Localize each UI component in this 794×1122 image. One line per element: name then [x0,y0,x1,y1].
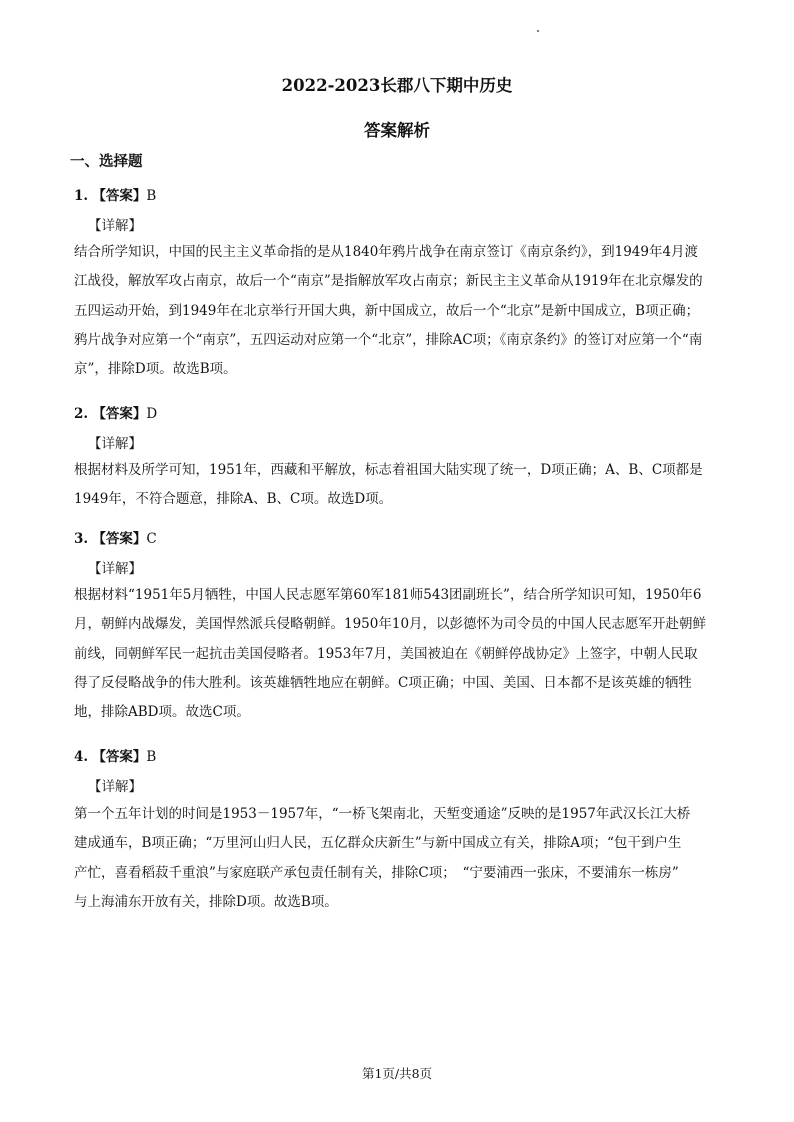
question-4-answer [74,745,156,765]
explanation-line: 得了反侵略战争的伟大胜利。该英雄牺牲地应在朝鲜。C项正确；中国、美国、日本都不是该英雄的牺牲 [74,674,692,691]
question-1-detail-label: 【详解】 [88,218,142,234]
explanation-line: 五四运动开始，到1949年在北京举行开国大典，新中国成立，故后一个“北京”是新中国成立，B项正确； [74,302,700,319]
question-1-explanation [74,238,724,384]
explanation-line: 产忙，喜看稻菽千重浪”与家庭联产承包责任制有关，排除C项； “宁要浦西一张床，不要浦东一栋房” [74,864,679,881]
question-2-detail-label: 【详解】 [88,436,142,452]
answer-value: B [146,188,157,204]
question-number: 1. [74,188,89,204]
explanation-line: 建成通车，B项正确；“万里河山归人民，五亿群众庆新生”与新中国成立有关，排除A项；“包干到户生 [74,835,682,852]
document-title: 2022-2023长郡八下期中历史 [281,76,513,95]
explanation-line: 地，排除ABD项。故选C项。 [74,704,250,721]
explanation-line: 京”，排除D项。故选B项。 [74,361,237,378]
question-number: 3. [74,531,89,547]
question-3-detail-label: 【详解】 [88,561,142,577]
question-number: 2. [74,406,89,422]
question-2-answer [74,402,157,422]
answer-value: C [146,531,157,547]
explanation-line: 月，朝鲜内战爆发，美国悍然派兵侵略朝鲜。1950年10月，以彭德怀为司令员的中国人民志愿军开赴朝鲜 [74,616,707,633]
explanation-line: 结合所学知识，中国的民主主义革命指的是从1840年鸦片战争在南京签订《南京条约》，到1949年4月渡 [74,244,699,260]
answer-value: B [146,749,157,765]
question-4-detail-label: 【详解】 [88,779,142,795]
question-number: 4. [74,749,89,765]
explanation-line: 根据材料及所学可知，1951年，西藏和平解放，标志着祖国大陆实现了统一，D项正确；A、B、C项都是 [74,462,703,478]
question-1-answer [74,184,156,204]
section-heading: 一、选择题 [70,153,143,170]
explanation-line: 与上海浦东开放有关，排除D项。故选B项。 [74,893,338,910]
question-3-explanation [74,581,724,727]
answer-label: 【答案】 [92,531,147,547]
scan-mark [537,30,539,32]
page-number: 第1页/共8页 [361,1066,433,1081]
explanation-line: 江战役，解放军攻占南京，故后一个“南京”是指解放军攻占南京；新民主主义革命从1919年在北京爆发的 [74,273,703,290]
answer-label: 【答案】 [92,749,147,765]
answer-label: 【答案】 [92,188,147,204]
explanation-line: 鸦片战争对应第一个“南京”，五四运动对应第一个“北京”，排除AC项；《南京条约》的签订对应第一个“南 [74,331,703,348]
explanation-line: 根据材料“1951年5月牺牲，中国人民志愿军第60军181师543团副班长”，结合所学知识可知，1950年6 [74,587,702,603]
explanation-line: 前线，同朝鲜军民一起抗击美国侵略者。1953年7月，美国被迫在《朝鲜停战协定》上签字，中朝人民取 [74,645,698,662]
explanation-line: 1949年，不符合题意，排除A、B、C项。故选D项。 [74,491,393,508]
answer-label: 【答案】 [92,406,147,422]
answer-value: D [146,406,158,422]
question-4-explanation [74,800,724,917]
explanation-line: 第一个五年计划的时间是1953－1957年，“一桥飞架南北，天堑变通途”反映的是1957年武汉长江大桥 [74,806,691,822]
question-3-answer [74,527,157,547]
document-subtitle: 答案解析 [364,121,430,140]
question-2-explanation [74,456,724,515]
